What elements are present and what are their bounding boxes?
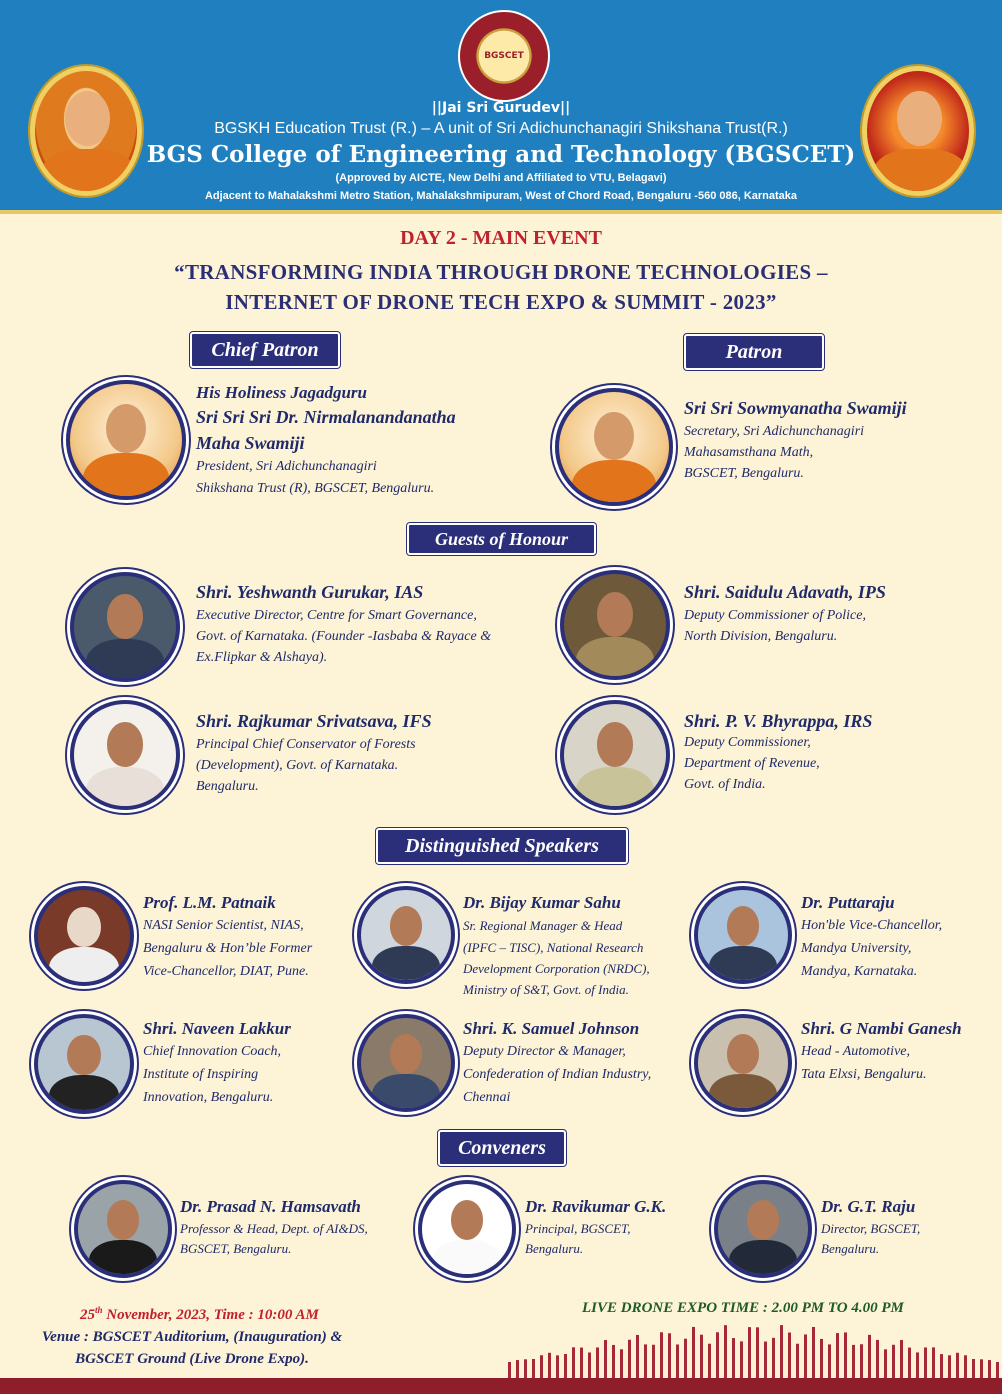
convener-desc: Director, BGSCET, (821, 1221, 921, 1236)
decorative-bars (508, 1320, 1002, 1380)
decor-bar (564, 1354, 567, 1380)
college-name: BGS College of Engineering and Technology (BGSCET) (146, 141, 856, 168)
decor-bar (828, 1344, 831, 1380)
decor-bar (932, 1347, 935, 1380)
decor-bar (964, 1355, 967, 1380)
guest-name: Shri. Saidulu Adavath, IPS (684, 582, 886, 602)
convener-name: Dr. Prasad N. Hamsavath (180, 1197, 361, 1216)
speaker-desc: Deputy Director & Manager, (463, 1044, 626, 1059)
decor-bar (780, 1325, 783, 1380)
convener-photo-hamsavath (74, 1180, 172, 1278)
address-line: Adjacent to Mahalakshmi Metro Station, Mahalakshmipuram, West of Chord Road, Bengaluru -560 086, Karnataka (204, 190, 798, 202)
day-label: DAY 2 - MAIN EVENT (400, 227, 602, 249)
decor-bar (956, 1353, 959, 1380)
venue-line-2: BGSCET Ground (Live Drone Expo). (75, 1351, 309, 1367)
decor-bar (580, 1348, 583, 1380)
convener-desc: BGSCET, Bengaluru. (180, 1241, 292, 1256)
decor-bar (756, 1327, 759, 1380)
speaker-desc: Chennai (463, 1090, 511, 1105)
decor-bar (876, 1340, 879, 1380)
decor-bar (596, 1347, 599, 1380)
decor-bar (668, 1333, 671, 1380)
guests-heading: Guests of Honour (407, 523, 596, 555)
speaker-name: Shri. K. Samuel Johnson (463, 1019, 640, 1038)
convener-desc: Professor & Head, Dept. of AI&DS, (180, 1221, 368, 1236)
decor-bar (700, 1335, 703, 1380)
decor-bar (900, 1340, 903, 1380)
speaker-photo-johnson (357, 1014, 455, 1112)
speaker-desc: Confederation of Indian Industry, (463, 1067, 652, 1082)
speaker-name: Dr. Puttaraju (801, 893, 895, 912)
decor-bar (772, 1338, 775, 1380)
decor-bar (924, 1347, 927, 1380)
speaker-desc: Vice-Chancellor, DIAT, Pune. (143, 964, 309, 979)
speaker-desc: Institute of Inspiring (143, 1067, 259, 1082)
decor-bar (716, 1332, 719, 1380)
decor-bar (916, 1352, 919, 1380)
guest-desc: Bengaluru. (196, 779, 259, 794)
decor-bar (868, 1335, 871, 1380)
patron-photo (555, 388, 673, 506)
speaker-photo-patnaik (34, 886, 134, 986)
speaker-desc: Hon'ble Vice-Chancellor, (801, 918, 943, 933)
speaker-name: Shri. Naveen Lakkur (143, 1019, 291, 1038)
guest-desc: (Development), Govt. of Karnataka. (196, 758, 399, 773)
decor-bar (540, 1355, 543, 1380)
header-divider (0, 210, 1002, 214)
jai-sri-gurudev: ||Jai Sri Gurudev|| (431, 100, 571, 116)
guest-photo-adavath (560, 570, 670, 680)
decor-bar (628, 1340, 631, 1380)
decor-bar (812, 1327, 815, 1380)
convener-desc: Bengaluru. (821, 1241, 880, 1256)
decor-bar (652, 1345, 655, 1380)
decor-bar (796, 1344, 799, 1380)
guest-desc: Deputy Commissioner, (684, 735, 811, 750)
speaker-desc: Mandya University, (801, 941, 912, 956)
speaker-desc: Mandya, Karnataka. (801, 964, 918, 979)
guest-desc: Principal Chief Conservator of Forests (196, 737, 416, 752)
speaker-name: Prof. L.M. Patnaik (143, 893, 276, 912)
chief-patron-name-2: Sri Sri Sri Dr. Nirmalanandanatha (196, 407, 456, 427)
decor-bar (724, 1325, 727, 1380)
decor-bar (684, 1339, 687, 1380)
decor-bar (988, 1360, 991, 1380)
decor-bar (524, 1359, 527, 1380)
convener-photo-raju (714, 1180, 812, 1278)
chief-patron-name-1: His Holiness Jagadguru (196, 383, 367, 402)
decor-bar (892, 1345, 895, 1380)
speaker-desc: Innovation, Bengaluru. (143, 1090, 274, 1105)
patron-desc-1: Secretary, Sri Adichunchanagiri (684, 424, 865, 439)
patron-desc-3: BGSCET, Bengaluru. (684, 466, 804, 481)
guest-photo-srivatsava (70, 700, 180, 810)
trust-line: BGSKH Education Trust (R.) – A unit of Sri Adichunchanagiri Shikshana Trust(R.) (214, 120, 788, 137)
speaker-desc: (IPFC – TISC), National Research (463, 940, 644, 955)
decor-bar (820, 1339, 823, 1380)
chief-patron-desc-2: Shikshana Trust (R), BGSCET, Bengaluru. (196, 481, 435, 496)
approval-line: (Approved by AICTE, New Delhi and Affiliated to VTU, Belagavi) (335, 172, 667, 184)
guest-name: Shri. P. V. Bhyrappa, IRS (684, 711, 873, 731)
speakers-heading: Distinguished Speakers (376, 828, 628, 864)
chief-patron-photo (66, 380, 186, 500)
event-title-line1: “TRANSFORMING INDIA THROUGH DRONE TECHNOLOGIES – (174, 260, 828, 284)
decor-bar (556, 1355, 559, 1380)
conveners-heading: Conveners (438, 1130, 566, 1166)
decor-bar (836, 1333, 839, 1380)
speaker-desc: NASI Senior Scientist, NIAS, (143, 918, 304, 933)
decor-bar (852, 1345, 855, 1380)
decor-bar (532, 1359, 535, 1380)
decor-bar (844, 1332, 847, 1380)
footer-bar (0, 1378, 1002, 1394)
convener-desc: Principal, BGSCET, (525, 1221, 631, 1236)
decor-bar (948, 1355, 951, 1380)
decor-bar (692, 1327, 695, 1380)
guest-desc: North Division, Bengaluru. (684, 629, 838, 644)
speaker-desc: Chief Innovation Coach, (143, 1044, 282, 1059)
event-title-line2: INTERNET OF DRONE TECH EXPO & SUMMIT - 2023” (225, 290, 777, 314)
decor-bar (884, 1349, 887, 1380)
guest-desc: Govt. of Karnataka. (Founder -Iasbaba & Rayace & (196, 629, 492, 644)
decor-bar (980, 1359, 983, 1380)
guest-photo-gurukar (70, 572, 180, 682)
guest-photo-bhyrappa (560, 700, 670, 810)
speaker-name: Dr. Bijay Kumar Sahu (463, 893, 621, 912)
decor-bar (548, 1353, 551, 1380)
decor-bar (732, 1338, 735, 1380)
speaker-desc: Sr. Regional Manager & Head (463, 918, 623, 933)
patron-desc-2: Mahasamsthana Math, (684, 445, 814, 460)
decor-bar (516, 1360, 519, 1380)
event-date: 25th November, 2023, Time : 10:00 AM (80, 1305, 319, 1323)
guest-desc: Executive Director, Centre for Smart Governance, (196, 608, 477, 623)
decor-bar (572, 1347, 575, 1380)
decor-bar (620, 1349, 623, 1380)
speaker-desc: Ministry of S&T, Govt. of India. (463, 982, 629, 997)
decor-bar (972, 1359, 975, 1380)
chief-patron-heading: Chief Patron (190, 332, 340, 368)
college-logo (458, 10, 550, 102)
convener-photo-ravikumar (418, 1180, 516, 1278)
speaker-desc: Development Corporation (NRDC), (463, 961, 650, 976)
speaker-photo-lakkur (34, 1014, 134, 1114)
decor-bar (604, 1340, 607, 1380)
decor-bar (708, 1344, 711, 1380)
guest-desc: Ex.Flipkar & Alshaya). (196, 650, 328, 665)
decor-bar (860, 1344, 863, 1380)
decor-bar (660, 1332, 663, 1380)
convener-desc: Bengaluru. (525, 1241, 584, 1256)
guest-desc: Department of Revenue, (684, 756, 820, 771)
guest-name: Shri. Rajkumar Srivatsava, IFS (196, 711, 432, 731)
event-venue (22, 1326, 362, 1370)
decor-bar (940, 1354, 943, 1380)
live-drone-expo-time: LIVE DRONE EXPO TIME : 2.00 PM TO 4.00 PM (582, 1300, 904, 1316)
decor-bar (764, 1342, 767, 1380)
speaker-photo-ganesh (694, 1014, 792, 1112)
convener-name: Dr. Ravikumar G.K. (525, 1197, 667, 1216)
decor-bar (908, 1348, 911, 1380)
decor-bar (588, 1352, 591, 1380)
chief-patron-desc-1: President, Sri Adichunchanagiri (196, 459, 377, 474)
decor-bar (644, 1344, 647, 1380)
speaker-photo-puttaraju (694, 886, 792, 984)
logo-text: BGSCET (479, 31, 529, 81)
speaker-photo-sahu (357, 886, 455, 984)
convener-name: Dr. G.T. Raju (821, 1197, 916, 1216)
decor-bar (804, 1334, 807, 1380)
speaker-desc: Head - Automotive, (801, 1044, 910, 1059)
decor-bar (676, 1344, 679, 1380)
speaker-name: Shri. G Nambi Ganesh (801, 1019, 962, 1038)
patron-heading: Patron (684, 334, 824, 370)
decor-bar (636, 1335, 639, 1380)
speaker-desc: Bengaluru & Hon’ble Former (143, 941, 313, 956)
decor-bar (748, 1327, 751, 1380)
chief-patron-name-3: Maha Swamiji (196, 433, 305, 453)
decor-bar (740, 1341, 743, 1380)
guest-desc: Deputy Commissioner of Police, (684, 608, 866, 623)
guest-name: Shri. Yeshwanth Gurukar, IAS (196, 582, 424, 602)
patron-name: Sri Sri Sowmyanatha Swamiji (684, 398, 907, 418)
decor-bar (788, 1333, 791, 1380)
venue-line-1: Venue : BGSCET Auditorium, (Inauguration) & (41, 1329, 343, 1345)
guest-desc: Govt. of India. (684, 777, 766, 792)
speaker-desc: Tata Elxsi, Bengaluru. (801, 1067, 927, 1082)
decor-bar (612, 1345, 615, 1380)
